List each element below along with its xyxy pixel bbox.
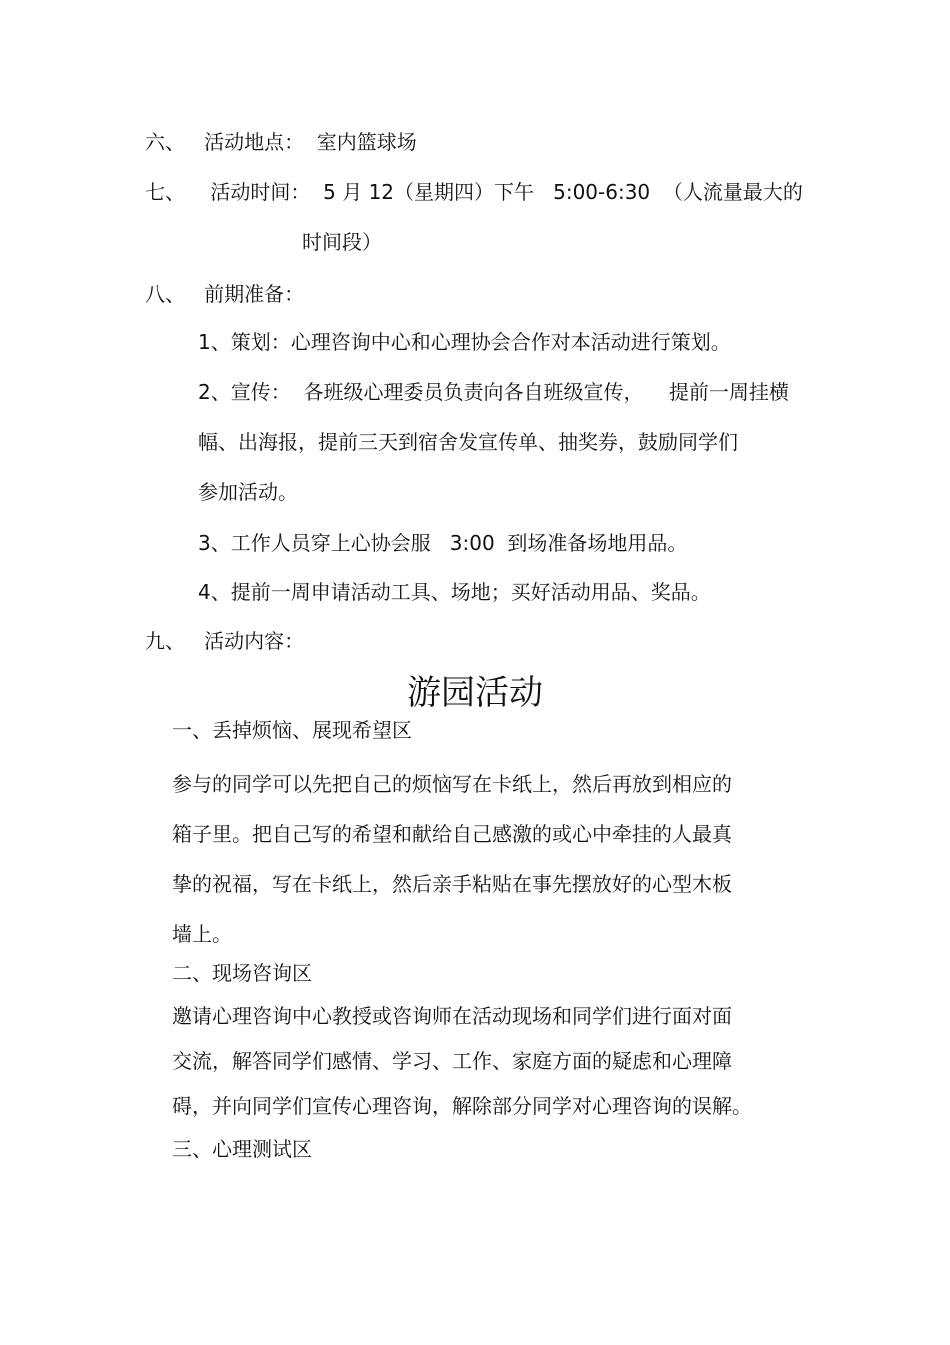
section-6-location: 六、 活动地点： 室内篮球场 [145, 130, 417, 154]
zone-2-heading: 二、现场咨询区 [172, 961, 312, 985]
zone-1-text-line-1: 参与的同学可以先把自己的烦恼写在卡纸上，然后再放到相应的 [172, 772, 732, 796]
prep-item-1: 1、策划：心理咨询中心和心理协会合作对本活动进行策划。 [198, 330, 731, 354]
section-9-content: 九、 活动内容： [145, 629, 305, 653]
prep-item-3: 3、工作人员穿上心协会服 3:00 到场准备场地用品。 [198, 531, 688, 555]
zone-3-heading: 三、心理测试区 [172, 1137, 312, 1161]
zone-1-text-line-2: 箱子里。把自己写的希望和献给自己感激的或心中牵挂的人最真 [172, 822, 732, 846]
zone-1-text-line-4: 墙上。 [172, 922, 232, 946]
prep-item-2: 2、宣传： 各班级心理委员负责向各自班级宣传， 提前一周挂横 [198, 380, 789, 404]
prep-item-4: 4、提前一周申请活动工具、场地；买好活动用品、奖品。 [198, 580, 711, 604]
prep-item-2-end: 参加活动。 [198, 480, 298, 504]
section-8-preparation: 八、 前期准备： [145, 282, 305, 306]
zone-1-text-line-3: 挚的祝福，写在卡纸上，然后亲手粘贴在事先摆放好的心型木板 [172, 872, 732, 896]
activity-title: 游园活动 [407, 673, 543, 713]
section-7-time-continued: 时间段） [302, 230, 382, 254]
zone-2-text-line-3: 碍，并向同学们宣传心理咨询，解除部分同学对心理咨询的误解。 [172, 1094, 752, 1118]
zone-2-text-line-2: 交流，解答同学们感情、学习、工作、家庭方面的疑虑和心理障 [172, 1049, 732, 1073]
section-7-time: 七、 活动时间： 5 月 12（星期四）下午 5:00-6:30 （人流量最大的 [145, 180, 803, 204]
zone-1-heading: 一、丢掉烦恼、展现希望区 [172, 718, 412, 742]
zone-2-text-line-1: 邀请心理咨询中心教授或咨询师在活动现场和同学们进行面对面 [172, 1004, 732, 1028]
prep-item-2-continued: 幅、出海报，提前三天到宿舍发宣传单、抽奖券，鼓励同学们 [198, 430, 738, 454]
